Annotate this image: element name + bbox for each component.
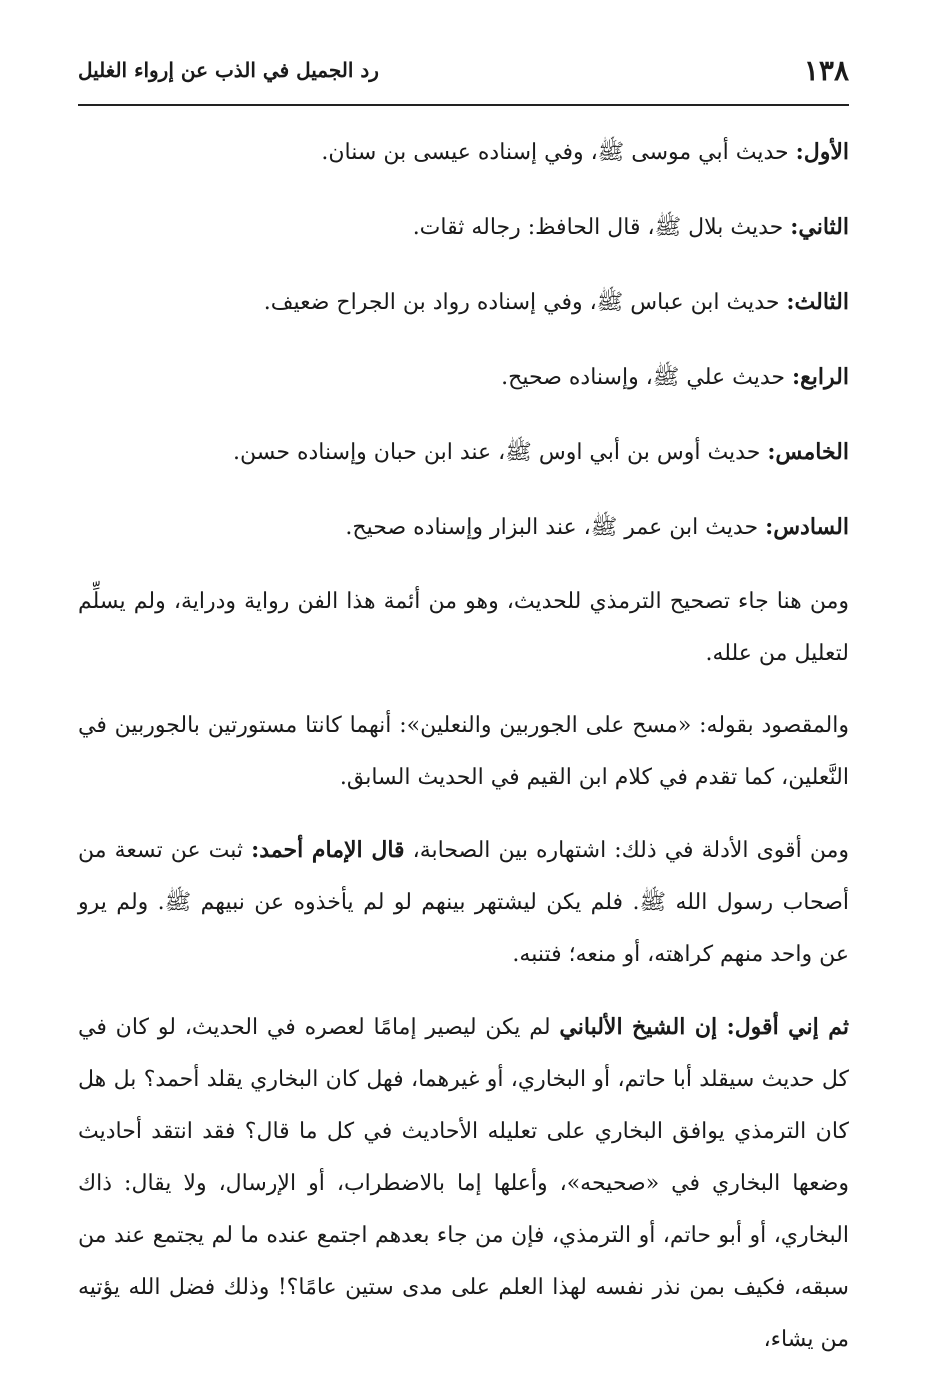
item-label: الخامس: (767, 439, 849, 465)
item-text: حديث علي ﷺ، وإسناده صحيح. (501, 365, 792, 390)
item-label: السادس: (765, 514, 849, 540)
page-number: ١٣٨ (803, 53, 849, 87)
paragraph-bold: قال الإمام أحمد: (251, 837, 405, 863)
hadith-item-4 (78, 351, 849, 404)
paragraph-text: ثبت عن تسعة من أصحاب رسول الله ﷺ. فلم يكن ليشتهر بينهم لو لم يأخذوه عن نبيهم ﷺ. ولم يرو عن واحد منهم كراهته، أو منعه؛ فتنبه. (78, 838, 849, 967)
hadith-item-6 (78, 501, 849, 554)
paragraph-text: ومن أقوى الأدلة في ذلك: اشتهاره بين الصحابة، (404, 838, 849, 863)
item-text: حديث ابن عمر ﷺ، عند البزار وإسناده صحيح. (345, 515, 766, 540)
paragraph-text: لم يكن ليصير إمامًا لعصره في الحديث، لو كان في كل حديث سيقلد أبا حاتم، أو البخاري، أو غيرهما، فهل كان البخاري يقلد أحمد؟ بل هل كان الترمذي يوافق البخاري على تعليله الأحاديث في كل ما قال؟ فقد انتقد أحاديث وضعها البخاري في «صحيحه»، وأعلها إما بالاضطراب، أو الإرسال، ولا يقال: ذاك البخاري، أو أبو حاتم، أو الترمذي، فإن من جاء بعدهم اجتمع عنده ما لم يجتمع عند من سبقه، فكيف بمن نذر نفسه لهذا العلم على مدى ستين عامًا؟! وذلك فضل الله يؤتيه من يشاء، (78, 1015, 849, 1352)
item-label: الأول: (795, 139, 849, 165)
hadith-item-5 (78, 426, 849, 479)
page-body (78, 126, 849, 1366)
paragraph-meaning: والمقصود بقوله: «مسح على الجوربين والنعلين»: أنهما كانتا مستورتين بالجوربين في النَّعلين، كما تقدم في كلام ابن القيم في الحديث السابق. (78, 713, 849, 790)
item-text: حديث أبي موسى ﷺ، وفي إسناده عيسى بن سنان. (321, 140, 796, 165)
item-label: الثاني: (790, 214, 849, 240)
item-text: حديث ابن عباس ﷺ، وفي إسناده رواد بن الجراح ضعيف. (263, 290, 787, 315)
header-rule (78, 104, 849, 106)
running-title: رد الجميل في الذب عن إرواء الغليل (78, 58, 379, 82)
paragraph-bold: إن الشيخ الألباني (559, 1014, 727, 1040)
item-text: حديث بلال ﷺ، قال الحافظ: رجاله ثقات. (412, 215, 791, 240)
paragraph-tirmidhi: ومن هنا جاء تصحيح الترمذي للحديث، وهو من أئمة هذا الفن رواية ودراية، ولم يسلِّم لتعليل من علله. (78, 589, 849, 666)
hadith-item-3 (78, 276, 849, 329)
paragraph-bold: ثم إني أقول: (726, 1014, 849, 1040)
page-header (78, 40, 849, 100)
item-label: الرابع: (791, 364, 849, 390)
hadith-item-2 (78, 201, 849, 254)
item-label: الثالث: (786, 289, 849, 315)
paragraph-evidence (78, 824, 849, 981)
hadith-item-1 (78, 126, 849, 179)
paragraph-albani (78, 1001, 849, 1366)
item-text: حديث أوس بن أبي اوس ﷺ، عند ابن حبان وإسناده حسن. (233, 440, 768, 465)
